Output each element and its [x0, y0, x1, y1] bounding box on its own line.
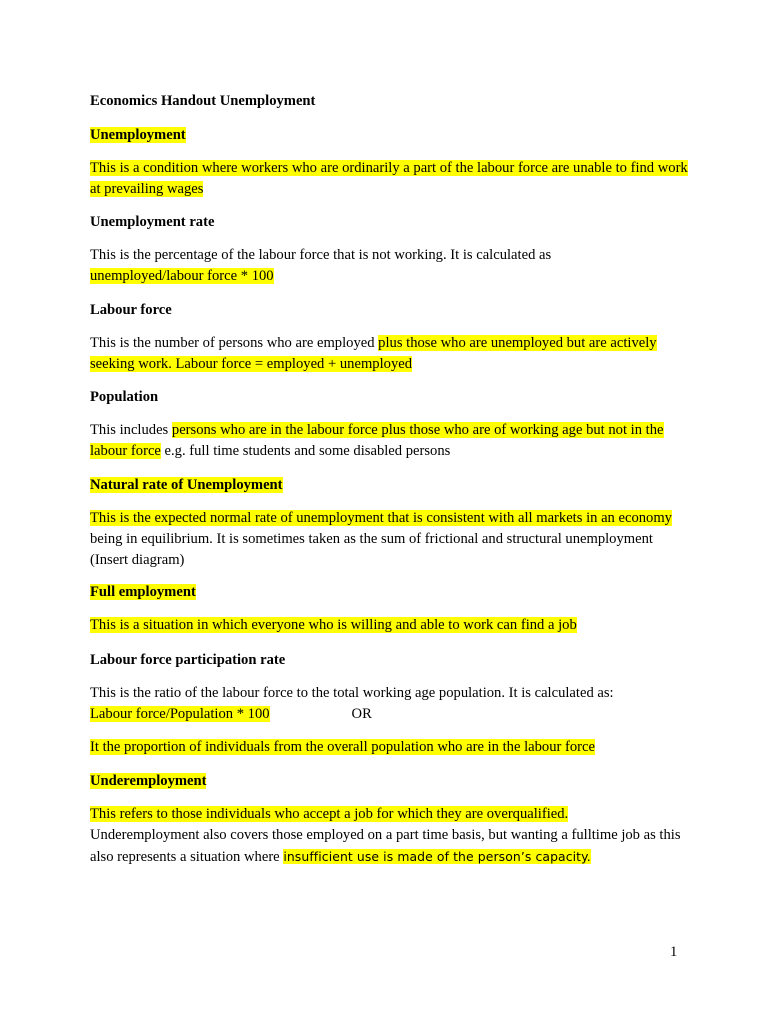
- heading-unemployment: [90, 125, 690, 146]
- para-population-plain-1: This includes: [90, 422, 172, 438]
- heading-population: Population: [90, 389, 159, 405]
- heading-underemployment: [90, 771, 690, 792]
- heading-full-employment: [90, 582, 690, 603]
- para-population: [90, 420, 690, 462]
- para-unemployment-rate: [90, 245, 690, 287]
- para-population-highlight: persons who are in the labour force plus those who are of working age but not in the labour force: [90, 422, 664, 459]
- para-labour-force: [90, 333, 690, 375]
- heading-full-employment-text: Full employment: [90, 584, 196, 600]
- para-participation-rate: [90, 683, 690, 725]
- para-unemployment-rate-text: This is the percentage of the labour force that is not working. It is calculated as: [90, 247, 552, 263]
- heading-natural-rate-text: Natural rate of Unemployment: [90, 477, 283, 493]
- para-underemployment-plain: Underemployment also covers those employed on a part time basis, but wanting a fulltime job as this also represents a situation where: [90, 827, 681, 865]
- para-unemployment: [90, 158, 690, 200]
- heading-unemployment-rate: Unemployment rate: [90, 214, 215, 230]
- para-participation-rate-alt-text: It the proportion of individuals from the overall population who are in the labour force: [90, 739, 595, 755]
- para-natural-rate-plain: being in equilibrium. It is sometimes taken as the sum of frictional and structural unemployment (Insert diagram): [90, 531, 653, 568]
- document-title: Economics Handout Unemployment: [90, 93, 316, 109]
- para-participation-rate-alt: [90, 737, 690, 758]
- or-label: OR: [351, 706, 372, 722]
- para-unemployment-text: This is a condition where workers who are ordinarily a part of the labour force are unable to find work at prevailing wages: [90, 160, 688, 197]
- para-natural-rate: [90, 508, 690, 571]
- heading-underemployment-text: Underemployment: [90, 773, 207, 789]
- para-population-plain-2: e.g. full time students and some disabled persons: [160, 443, 451, 459]
- para-underemployment: [90, 804, 690, 868]
- heading-participation-rate: Labour force participation rate: [90, 652, 286, 668]
- para-labour-force-highlight: plus those who are unemployed but are actively seeking work. Labour force = employed + unemployed: [90, 335, 657, 372]
- para-underemployment-highlight-2: insufficient use is made of the person’s capacity.: [283, 849, 591, 864]
- para-underemployment-highlight: This refers to those individuals who accept a job for which they are overqualified.: [90, 806, 569, 822]
- para-labour-force-plain: This is the number of persons who are employed: [90, 335, 379, 351]
- para-full-employment-text: This is a situation in which everyone who is willing and able to work can find a job: [90, 617, 577, 633]
- heading-natural-rate: [90, 475, 690, 496]
- para-full-employment: [90, 615, 690, 636]
- participation-rate-formula: Labour force/Population * 100: [90, 706, 270, 722]
- heading-labour-force: Labour force: [90, 302, 172, 318]
- para-participation-rate-text: This is the ratio of the labour force to the total working age population. It is calculated as:: [90, 685, 614, 701]
- unemployment-rate-formula: unemployed/labour force * 100: [90, 268, 274, 284]
- para-natural-rate-highlight: This is the expected normal rate of unemployment that is consistent with all markets in an economy: [90, 510, 672, 526]
- page-number: 1: [670, 944, 678, 960]
- heading-unemployment-text: Unemployment: [90, 127, 186, 143]
